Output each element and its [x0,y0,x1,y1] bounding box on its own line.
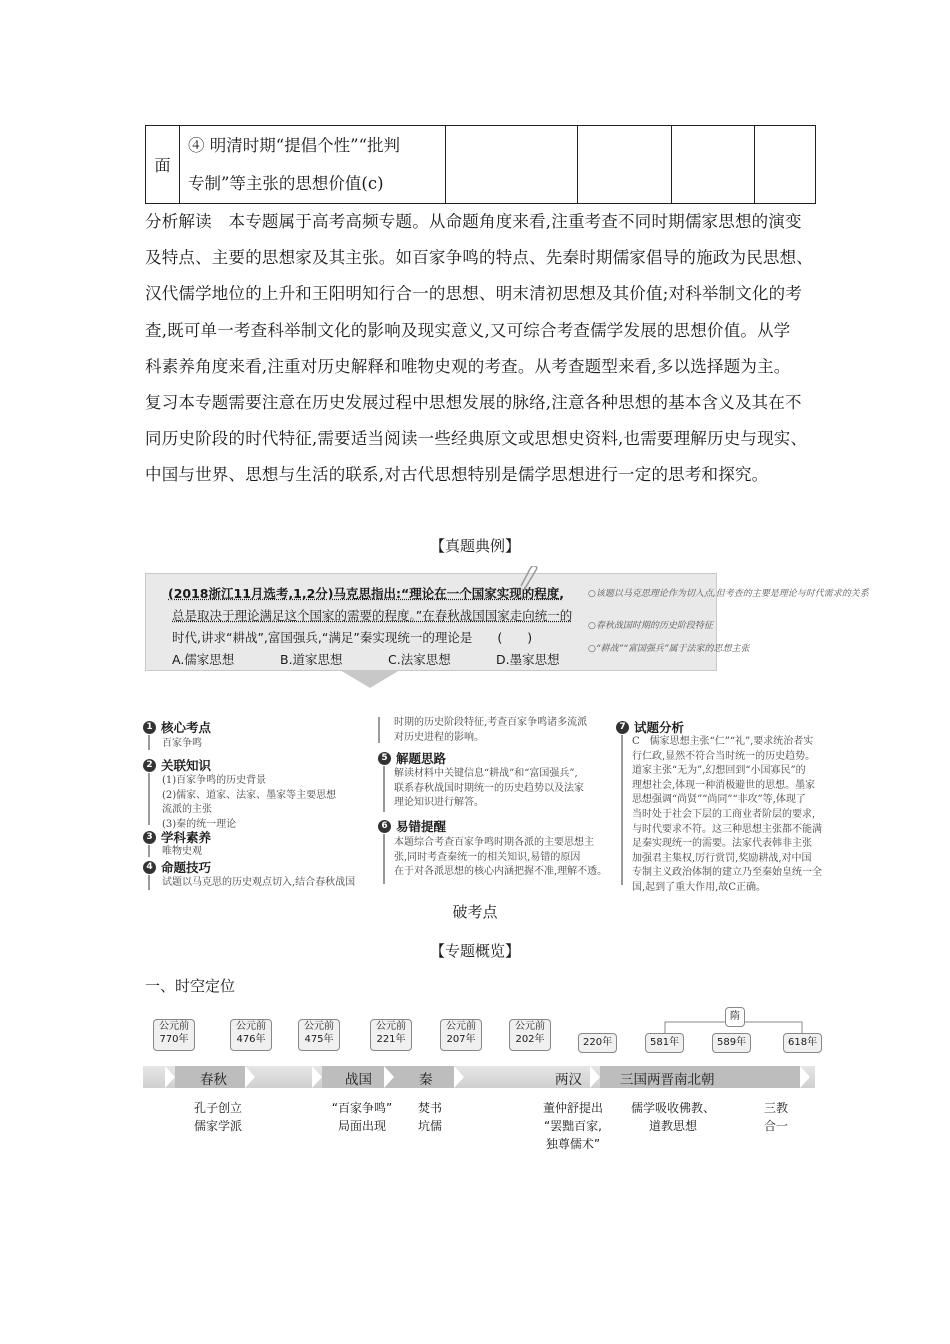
timeline-chevron [800,1066,810,1088]
step-title: 解题思路 [396,751,447,766]
step-body [394,836,607,880]
analysis-paragraph [145,204,813,494]
empty-cell [578,126,672,204]
down-arrow-icon [378,717,380,743]
year-marker [440,1019,482,1051]
analysis-line: 同历史阶段的时代特征,需要适当阅读一些经典原文或思想史资料,也需要理解历史与现实、 [145,429,808,449]
year-value: 202年 [515,1034,545,1045]
year-marker [509,1019,551,1051]
year-prefix: 公元前 [376,1021,406,1032]
text-line: 时期的历史阶段特征,考查百家争鸣诸多流派 [394,717,588,728]
timeline-chevron [245,1066,255,1088]
list-item: (1)百家争鸣的历史背景 [162,775,267,786]
down-arrow-icon [621,735,623,885]
option-d: D.墨家思想 [496,652,560,667]
step-title: 易错提醒 [396,819,447,834]
event-line: 孔子创立 [193,1101,242,1115]
year-prefix: 公元前 [446,1021,476,1032]
event-line: 儒家学派 [193,1119,242,1133]
text-line: 行仁政,显然不符合当时统一的历史趋势。 [632,750,816,762]
year-marker: 581年 [645,1033,684,1053]
event-line: 局面出现 [337,1119,386,1133]
analysis-line: 分析解读 本专题属于高考高频专题。从命题角度来看,注重考查不同时期儒家思想的演变 [145,212,802,231]
text-line: 当时处于社会下层的工商业者阶层的要求, [632,808,816,820]
step-number: 6 [378,820,391,833]
down-arrow-icon [148,773,150,825]
text-line: 在于对各派思想的核心内涵把握不准,理解不透。 [394,866,608,878]
text-line: 专制主义政治体制的建立乃至秦始皇统一全 [632,867,822,879]
event-line: 儒学吸收佛教、 [630,1101,715,1115]
step-title: 命题技巧 [161,860,212,875]
event-line: “罢黜百家, [543,1119,603,1133]
list-item: 流派的主张 [162,804,212,816]
list-item: (2)儒家、道家、法家、墨家等主要思想 [162,789,337,801]
text-line: 国,起到了重大作用,故C正确。 [632,881,767,893]
year-marker [153,1019,195,1051]
event-line: 道教思想 [648,1119,697,1133]
timeline-event [628,1099,718,1135]
step-body: 试题以马克思的历史观点切入,结合春秋战国 [162,877,356,888]
analysis-line: 科素养角度来看,注重对历史解释和唯物史观的考查。从考查题型来看,多以选择题为主。 [145,356,791,376]
requirements-table [145,125,816,204]
step-title: 学科素养 [161,830,212,845]
empty-cell [446,126,578,204]
text-line: 联系春秋战国时期统一的历史趋势以及法家 [394,782,584,794]
step-question-technique [143,858,211,876]
step-number: 3 [143,831,156,844]
event-line: 三教 [763,1101,788,1115]
event-line: 坑儒 [417,1119,442,1133]
step-body [162,774,336,832]
step-body-continued [394,716,587,745]
section-title-zhenti: 【真题典例】 [429,537,520,555]
step-title: 核心考点 [161,720,212,735]
era-label: 春秋 [200,1072,227,1088]
era-label: 两汉 [555,1072,582,1088]
timeline-event [756,1099,796,1135]
question-line-1: (2018浙江11月选考,1,2分)马克思指出:“理论在一个国家实现的程度, [168,586,564,601]
event-line: 合一 [763,1119,788,1133]
year-value: 476年 [236,1034,266,1045]
margin-note: ○该题以马克思理论作为切入点,但考查的主要是理论与时代需求的关系 [588,589,869,599]
timeline-chevron [165,1066,175,1088]
text-line: 张,同时考查秦统一的相关知识,易错的原因 [394,851,581,863]
margin-note: ○“耕战”“富国强兵”属于法家的思想主张 [588,644,750,654]
era-label: 三国两晋南北朝 [620,1072,715,1088]
down-arrow-icon [383,834,385,884]
event-line: “百家争鸣” [331,1101,393,1115]
timeline-event [536,1099,610,1153]
step-number: 1 [143,721,156,734]
step-number: 5 [378,752,391,765]
analysis-line: 复习本专题需要注意在历史发展过程中思想发展的脉络,注意各种思想的基本含义及其在不 [145,393,802,413]
analysis-line: 汉代儒学地位的上升和王阳明知行合一的思想、明末清初思想及其价值;对科举制文化的考 [145,284,803,304]
year-marker: 589年 [712,1033,751,1053]
year-marker: 220年 [578,1033,617,1053]
down-arrow-icon [383,766,385,812]
step-body [394,767,584,811]
text-line: 对历史进程的影响。 [394,731,484,743]
paperclip-icon [518,566,542,594]
down-arrow-icon [148,735,150,750]
year-prefix: 公元前 [515,1021,545,1032]
year-marker: 618年 [783,1033,822,1053]
year-value: 770年 [159,1034,189,1045]
era-label: 秦 [419,1072,433,1088]
section-heading-timeline: 一、时空定位 [145,977,236,995]
step-error-reminder [378,817,446,835]
step-subject-literacy [143,828,211,846]
step-solution-approach [378,749,446,767]
timeline-event [322,1099,402,1135]
step-title: 试题分析 [634,720,685,735]
content-cell [180,126,446,204]
step-related-knowledge [143,756,211,774]
text-line: 理想社会,体现一种消极避世的思想。墨家 [632,779,816,791]
event-line: 董仲舒提出 [542,1101,603,1115]
margin-note: ○春秋战国时期的历史阶段特征 [588,621,713,631]
text-line: 思想强调“尚贤”“尚同”“非攻”等,体现了 [632,794,806,806]
year-marker [230,1019,272,1051]
row-label-cell [146,126,180,204]
era-label: 战国 [345,1072,372,1088]
year-prefix: 公元前 [236,1021,266,1032]
year-marker [298,1019,340,1051]
step-body: 百家争鸣 [162,738,202,749]
year-prefix: 公元前 [159,1021,189,1032]
question-line-3: 时代,讲求“耕战”,富国强兵,“满足”秦实现统一的理论是 ( ) [172,630,533,645]
text-line: 足秦实现统一的需要。法家代表韩非主张 [632,838,812,850]
year-marker [370,1019,412,1051]
step-core-point [143,718,211,736]
empty-cell [672,126,755,204]
text-line: 解读材料中关键信息“耕战”和“富国强兵”, [394,768,578,779]
timeline-event [186,1099,250,1135]
list-item: (3)秦的统一理论 [162,818,237,830]
event-line: 独尊儒术” [545,1137,601,1151]
year-value: 475年 [304,1034,334,1045]
text-line: 本题综合考查百家争鸣时期各派的主要思想主 [394,837,594,848]
option-c: C.法家思想 [388,652,451,667]
empty-cell [755,126,816,204]
analysis-line: 中国与世界、思想与生活的联系,对古代思想特别是儒学思想进行一定的思考和探究。 [145,465,769,485]
cell-text-line1: ④ 明清时期“提倡个性”“批判 [188,135,401,155]
timeline-chevron [384,1066,394,1088]
text-line: 加强君主集权,厉行赏罚,奖励耕战,对中国 [632,852,812,864]
down-arrow-icon [340,670,400,690]
option-a: A.儒家思想 [172,652,235,667]
down-arrow-icon [148,875,150,890]
year-value: 221年 [376,1034,406,1045]
analysis-line: 查,既可单一考查科举制文化的影响及现实意义,又可综合考查儒学发展的思想价值。从学 [145,320,791,340]
timeline-chevron [590,1066,600,1088]
event-line: 焚书 [417,1101,442,1115]
step-title: 关联知识 [161,758,212,773]
timeline-chevron [454,1066,464,1088]
step-body [632,735,822,896]
step-number: 7 [616,721,629,734]
dynasty-label: 隋 [725,1007,745,1027]
timeline-chevron [312,1066,322,1088]
text-line: 理论知识进行解答。 [394,797,484,809]
section-title-pokaodian: 破考点 [452,903,498,921]
year-prefix: 公元前 [304,1021,334,1032]
cell-text-line2: 专制”等主张的思想价值(c) [188,173,384,193]
step-question-analysis [616,718,684,736]
section-title-overview: 【专题概览】 [429,942,520,960]
timeline-event [410,1099,450,1135]
analysis-line: 及特点、主要的思想家及其主张。如百家争鸣的特点、先秦时期儒家倡导的施政为民思想、 [145,248,813,268]
text-line: 与时代要求不符。这三种思想主张都不能满 [632,823,822,835]
step-number: 4 [143,861,156,874]
text-line: 道家主张“无为”,幻想回到“小国寡民”的 [632,765,806,777]
row-label: 面 [154,156,171,175]
question-line-2: 总是取决于理论满足这个国家的需要的程度。”在春秋战国国家走向统一的 [172,608,573,623]
down-arrow-icon [148,845,150,857]
step-body: 唯物史观 [162,846,202,857]
year-value: 207年 [446,1034,476,1045]
step-number: 2 [143,759,156,772]
text-line: C 儒家思想主张“仁”“礼”,要求统治者实 [632,736,814,747]
option-b: B.道家思想 [280,652,343,667]
